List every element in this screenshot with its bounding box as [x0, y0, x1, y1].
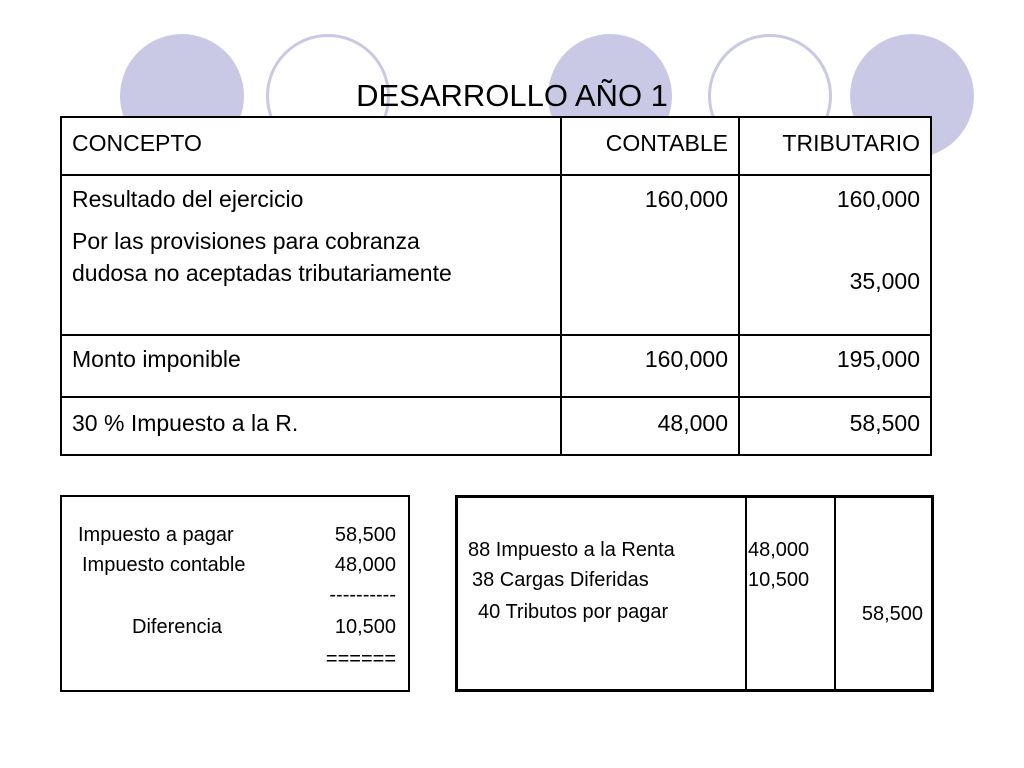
- row-monto-tributario: 195,000: [836, 346, 920, 372]
- row-impuesto-concepto: 30 % Impuesto a la R.: [72, 410, 299, 436]
- credit-40: 58,500: [861, 603, 923, 625]
- row-resultado-concepto: Resultado del ejercicio: [72, 186, 304, 212]
- row-provisiones-line1: Por las provisiones para cobranza: [72, 228, 420, 254]
- account-38: 38 Cargas Diferidas: [472, 569, 649, 591]
- calc-value-impuesto-contable: 48,000: [334, 554, 396, 576]
- row-divider: [62, 396, 930, 398]
- calc-value-diferencia: 10,500: [334, 616, 396, 638]
- calc-separator-dashes: ----------: [329, 584, 396, 606]
- debit-88: 48,000: [748, 539, 810, 561]
- account-40: 40 Tributos por pagar: [478, 601, 669, 623]
- row-impuesto-contable: 48,000: [657, 410, 728, 436]
- calc-label-impuesto-contable: Impuesto contable: [82, 554, 246, 576]
- debit-38: 10,500: [748, 569, 810, 591]
- row-provisiones-line2: dudosa no aceptadas tributariamente: [72, 260, 452, 286]
- tax-difference-box: [60, 495, 410, 692]
- row-divider: [62, 334, 930, 336]
- row-monto-concepto: Monto imponible: [72, 346, 241, 372]
- slide-title-text: DESARROLLO AÑO 1: [356, 78, 668, 113]
- header-tributario: TRIBUTARIO: [782, 130, 920, 156]
- calc-label-impuesto-pagar: Impuesto a pagar: [78, 524, 234, 546]
- row-resultado-contable: 160,000: [644, 186, 728, 212]
- column-divider: [745, 498, 747, 689]
- journal-entry-box: [455, 495, 934, 692]
- calc-label-diferencia: Diferencia: [132, 616, 223, 638]
- header-contable: CONTABLE: [605, 130, 728, 156]
- row-provisiones-tributario: 35,000: [849, 268, 920, 294]
- row-divider: [62, 174, 930, 176]
- column-divider: [834, 498, 836, 689]
- tax-table: [60, 116, 932, 456]
- row-impuesto-tributario: 58,500: [849, 410, 920, 436]
- column-divider: [560, 118, 562, 454]
- calc-separator-equals: ======: [325, 648, 396, 670]
- account-88: 88 Impuesto a la Renta: [468, 539, 675, 561]
- row-resultado-tributario: 160,000: [836, 186, 920, 212]
- slide-title: [0, 76, 1024, 116]
- row-monto-contable: 160,000: [644, 346, 728, 372]
- calc-value-impuesto-pagar: 58,500: [334, 524, 396, 546]
- header-concepto: CONCEPTO: [72, 130, 202, 156]
